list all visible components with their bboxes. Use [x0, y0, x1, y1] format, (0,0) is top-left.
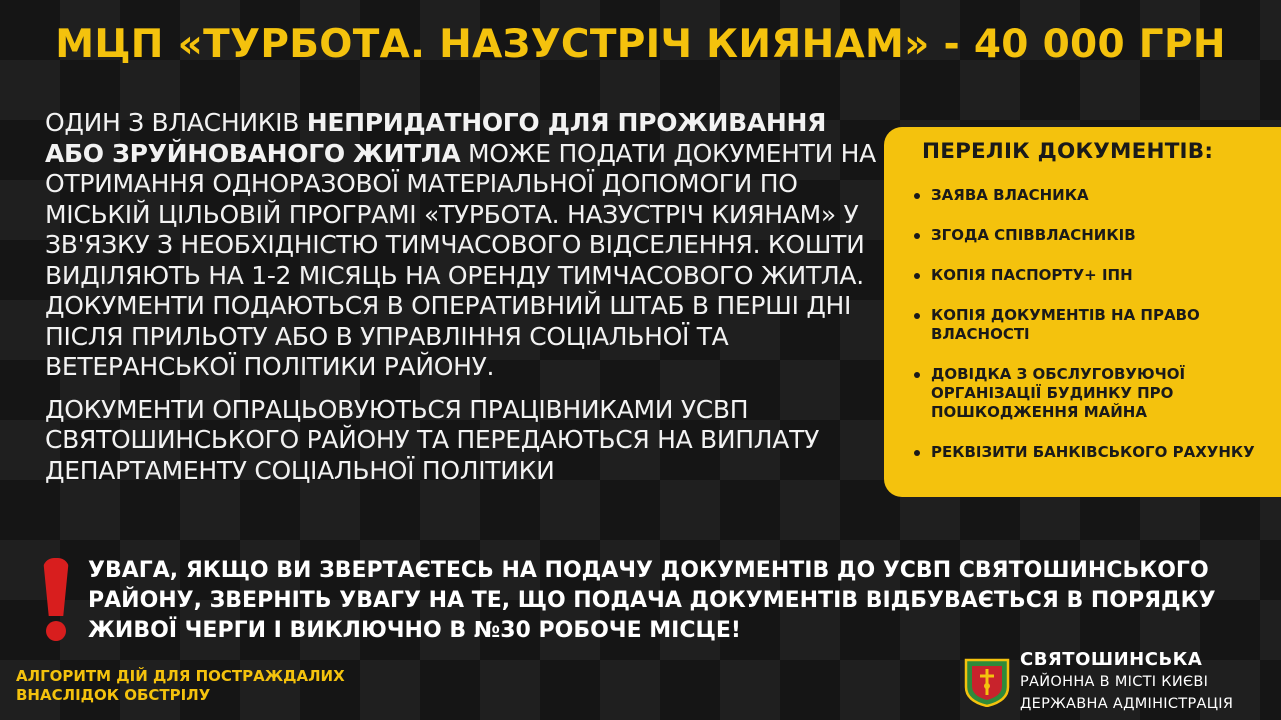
logo-line-2: РАЙОННА В МІСТІ КИЄВІ [1020, 674, 1209, 690]
description-rest: МОЖЕ ПОДАТИ ДОКУМЕНТИ НА ОТРИМАННЯ ОДНОРАЗОВОЇ МАТЕРІАЛЬНОЇ ДОПОМОГИ ПО МІСЬКІЙ ЦІЛЬОВІЙ ПРОГРАМІ «ТУРБОТА. НАЗУСТРІЧ КИЯНАМ» У ЗВ'ЯЗКУ З НЕОБХІДНІСТЮ ТИМЧАСОВОГО ВІДСЕЛЕННЯ. КОШТИ ВИДІЛЯЮТЬ НА 1-2 МІСЯЦЬ НА ОРЕНДУ ТИМЧАСОВОГО ЖИТЛА. ДОКУМЕНТИ ПОДАЮТЬСЯ В ОПЕРАТИВНИЙ ШТАБ В ПЕРШІ ДНІ ПІСЛЯ ПРИЛЬОТУ АБО В УПРАВЛІННЯ СОЦІАЛЬНОЇ ТА ВЕТЕРАНСЬКОЇ ПОЛІТИКИ РАЙОНУ. [45, 138, 876, 381]
footer-line-1: АЛГОРИТМ ДІЙ ДЛЯ ПОСТРАЖДАЛИХ [16, 667, 345, 685]
document-item: КОПІЯ ДОКУМЕНТІВ НА ПРАВО ВЛАСНОСТІ [914, 306, 1271, 344]
warning-text: УВАГА, ЯКЩО ВИ ЗВЕРТАЄТЕСЬ НА ПОДАЧУ ДОКУМЕНТІВ ДО УСВП СВЯТОШИНСЬКОГО РАЙОНУ, ЗВЕРНІТЬ УВАГУ НА ТЕ, ЩО ПОДАЧА ДОКУМЕНТІВ ВІДБУВАЄТЬСЯ В ПОРЯДКУ ЖИВОЇ ЧЕРГИ І ВИКЛЮЧНО В №30 РОБОЧЕ МІСЦЕ! [88, 558, 1216, 643]
documents-title: ПЕРЕЛІК ДОКУМЕНТІВ: [922, 139, 1214, 164]
document-item: ДОВІДКА З ОБСЛУГОВУЮЧОЇ ОРГАНІЗАЦІЇ БУДИНКУ ПРО ПОШКОДЖЕННЯ МАЙНА [914, 365, 1271, 422]
description-intro: ОДИН З ВЛАСНИКІВ [45, 108, 307, 137]
document-item: РЕКВІЗИТИ БАНКІВСЬКОГО РАХУНКУ [914, 443, 1271, 462]
document-item: ЗАЯВА ВЛАСНИКА [914, 186, 1271, 205]
document-item: КОПІЯ ПАСПОРТУ+ ІПН [914, 266, 1271, 285]
description-paragraph-2: ДОКУМЕНТИ ОПРАЦЬОВУЮТЬСЯ ПРАЦІВНИКАМИ УСВП СВЯТОШИНСЬКОГО РАЙОНУ ТА ПЕРЕДАЮТЬСЯ НА ВИПЛАТУ ДЕПАРТАМЕНТУ СОЦІАЛЬНОЇ ПОЛІТИКИ [45, 394, 820, 485]
logo-line-1: СВЯТОШИНСЬКА [1020, 649, 1203, 670]
footer-caption [16, 667, 436, 705]
footer-line-2: ВНАСЛІДОК ОБСТРІЛУ [16, 686, 211, 704]
description-highlight: НЕПРИДАТНОГО ДЛЯ ПРОЖИВАННЯ АБО ЗРУЙНОВАНОГО ЖИТЛА [45, 108, 827, 168]
document-item: ЗГОДА СПІВВЛАСНИКІВ [914, 226, 1271, 245]
main-description [45, 108, 880, 486]
organization-logo [1020, 649, 1280, 715]
documents-list [914, 186, 1271, 462]
coat-of-arms-icon [964, 657, 1010, 707]
page-title: МЦП «ТУРБОТА. НАЗУСТРІЧ КИЯНАМ» - 40 000 ГРН [55, 22, 1226, 67]
logo-line-3: ДЕРЖАВНА АДМІНІСТРАЦІЯ [1020, 696, 1234, 712]
description-paragraph-1 [45, 108, 880, 383]
documents-panel [884, 127, 1281, 497]
exclamation-icon [38, 558, 74, 642]
